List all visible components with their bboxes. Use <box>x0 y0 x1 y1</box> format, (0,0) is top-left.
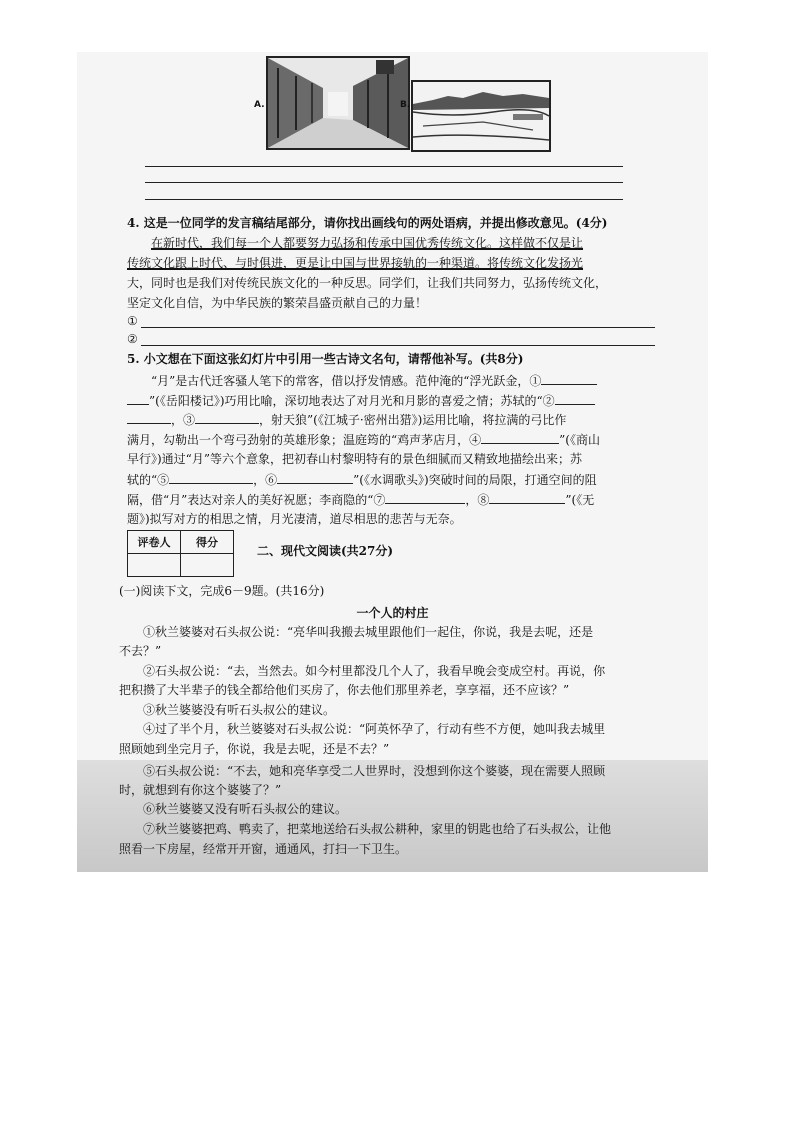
score-table-score-header: 得分 <box>181 531 234 554</box>
q4-answer-2-line[interactable] <box>141 345 655 346</box>
paragraph-5-line-1: ⑤石头叔公说：“不去，她和亮华享受二人世界时，没想到你这个婆婆，现在需要人照顾 <box>143 764 606 778</box>
blank-2[interactable] <box>555 393 595 405</box>
q5-line-7a-text: 隔，借“月”表达对亲人的美好祝愿；李商隐的“⑦ <box>127 493 386 507</box>
q4-line-4: 坚定文化自信，为中华民族的繁荣昌盛贡献自己的力量！ <box>127 296 428 310</box>
q4-answer-1-line[interactable] <box>141 327 655 328</box>
q5-line-1-text: “月”是古代迁客骚人笔下的常客，借以抒发情感。范仲淹的“浮光跃金，① <box>151 374 542 388</box>
q4-line-2: 传统文化跟上时代、与时俱进，更是让中国与世界接轨的一种渠道。将传统文化发扬光 <box>127 256 584 270</box>
q5-line-6b-text: ，⑥ <box>253 473 278 487</box>
q5-line-4 <box>127 432 600 447</box>
picture-a-label: A. <box>254 100 265 110</box>
q5-line-2 <box>127 393 595 408</box>
blank-6[interactable] <box>277 472 353 484</box>
score-table-grader-header: 评卷人 <box>128 531 181 554</box>
blank-4[interactable] <box>481 432 559 444</box>
q5-line-1 <box>151 373 597 388</box>
q5-line-6a-text: 轼的“⑤ <box>127 473 170 487</box>
paragraph-5-line-2: 时，就想到有你这个婆婆了？” <box>119 783 282 797</box>
paragraph-2-line-2: 把积攒了大半辈子的钱全都给他们买房了，你去他们那里养老，享享福，还不应该？” <box>119 683 570 697</box>
score-table-grader-cell[interactable] <box>128 554 181 577</box>
q5-line-3b-text: ，射天狼”(《江城子·密州出猎》)运用比喻，将拉满的弓比作 <box>259 413 567 427</box>
q4-line-3: 大，同时也是我们对传统民族文化的一种反思。同学们，让我们共同努力，弘扬传统文化， <box>127 276 608 290</box>
q4-line-1: 在新时代，我们每一个人都要努力弘扬和传承中国优秀传统文化。这样做不仅是让 <box>151 236 584 250</box>
paragraph-1-line-2: 不去？” <box>119 644 162 658</box>
paragraph-4-line-1: ④过了半个月，秋兰婆婆对石头叔公说：“阿英怀孕了，行动有些不方便，她叫我去城里 <box>143 722 606 736</box>
q5-line-8: 题》)拟写对方的相思之情，月光凄清，道尽相思的悲苦与无奈。 <box>127 512 462 526</box>
blank-2-cont[interactable] <box>127 412 171 424</box>
section-2-subtitle: (一)阅读下文，完成6－9题。(共16分) <box>119 584 325 598</box>
blank-7[interactable] <box>385 492 465 504</box>
q5-line-7 <box>127 492 594 507</box>
q5-line-3 <box>127 412 566 427</box>
q5-title: 5. 小文想在下面这张幻灯片中引用一些古诗文名句，请帮他补写。(共8分) <box>127 352 524 366</box>
blank-5[interactable] <box>169 472 253 484</box>
picture-a-street <box>266 56 410 150</box>
paragraph-6: ⑥秋兰婆婆又没有听石头叔公的建议。 <box>143 802 348 816</box>
blank-3[interactable] <box>195 412 259 424</box>
q5-line-6 <box>127 472 597 487</box>
picture-b-river <box>411 80 551 152</box>
section-2-title: 二、现代文阅读(共27分) <box>257 544 394 558</box>
score-table-score-cell[interactable] <box>181 554 234 577</box>
article-title: 一个人的村庄 <box>356 606 429 620</box>
q5-line-2-text: ”(《岳阳楼记》)巧用比喻，深切地表达了对月光和月影的喜爱之情；苏轼的“② <box>149 394 555 408</box>
blank-1[interactable] <box>541 373 597 385</box>
q5-line-4a-text: 满月，勾勒出一个弯弓劲射的英雄形象；温庭筠的“鸡声茅店月，④ <box>127 433 482 447</box>
q5-line-6c-text: ”(《水调歌头》)突破时间的局限，打通空间的阻 <box>353 473 597 487</box>
picture-b-label: B. <box>400 100 411 110</box>
blank-1-cont[interactable] <box>127 393 149 405</box>
paragraph-2-line-1: ②石头叔公说：“去，当然去。如今村里都没几个人了，我看早晚会变成空村。再说，你 <box>143 664 606 678</box>
paragraph-7-line-2: 照看一下房屋，经常开开窗，通通风，打扫一下卫生。 <box>119 842 408 856</box>
paragraph-4-line-2: 照顾她到坐完月子，你说，我是去呢，还是不去？” <box>119 742 390 756</box>
q5-line-3a-text: ，③ <box>171 413 196 427</box>
q4-title: 4. 这是一位同学的发言稿结尾部分，请你找出画线句的两处语病，并提出修改意见。(4分) <box>127 216 608 230</box>
q5-line-5: 早行》)通过“月”等六个意象，把初春山村黎明特有的景色细腻而又精致地描绘出来；苏 <box>127 452 582 466</box>
answer-line <box>145 166 623 167</box>
paragraph-1-line-1: ①秋兰婆婆对石头叔公说：“亮华叫我搬去城里跟他们一起住，你说，我是去呢，还是 <box>143 625 594 639</box>
picture-row <box>77 52 708 152</box>
blank-8[interactable] <box>489 492 565 504</box>
paragraph-7-line-1: ⑦秋兰婆婆把鸡、鸭卖了，把菜地送给石头叔公耕种，家里的钥匙也给了石头叔公，让他 <box>143 822 612 836</box>
q5-line-4b-text: ”(《商山 <box>559 433 600 447</box>
answer-line <box>145 182 623 183</box>
q5-line-7c-text: ”(《无 <box>565 493 595 507</box>
q4-answer-1-label: ① <box>127 314 138 328</box>
street-scene-illustration <box>268 58 411 148</box>
river-scene-illustration <box>413 82 549 150</box>
scanned-page <box>77 52 708 872</box>
answer-line <box>145 199 623 200</box>
paragraph-3: ③秋兰婆婆没有听石头叔公的建议。 <box>143 703 336 717</box>
score-table <box>127 530 234 577</box>
q5-line-7b-text: ，⑧ <box>465 493 490 507</box>
q4-answer-2-label: ② <box>127 332 138 346</box>
